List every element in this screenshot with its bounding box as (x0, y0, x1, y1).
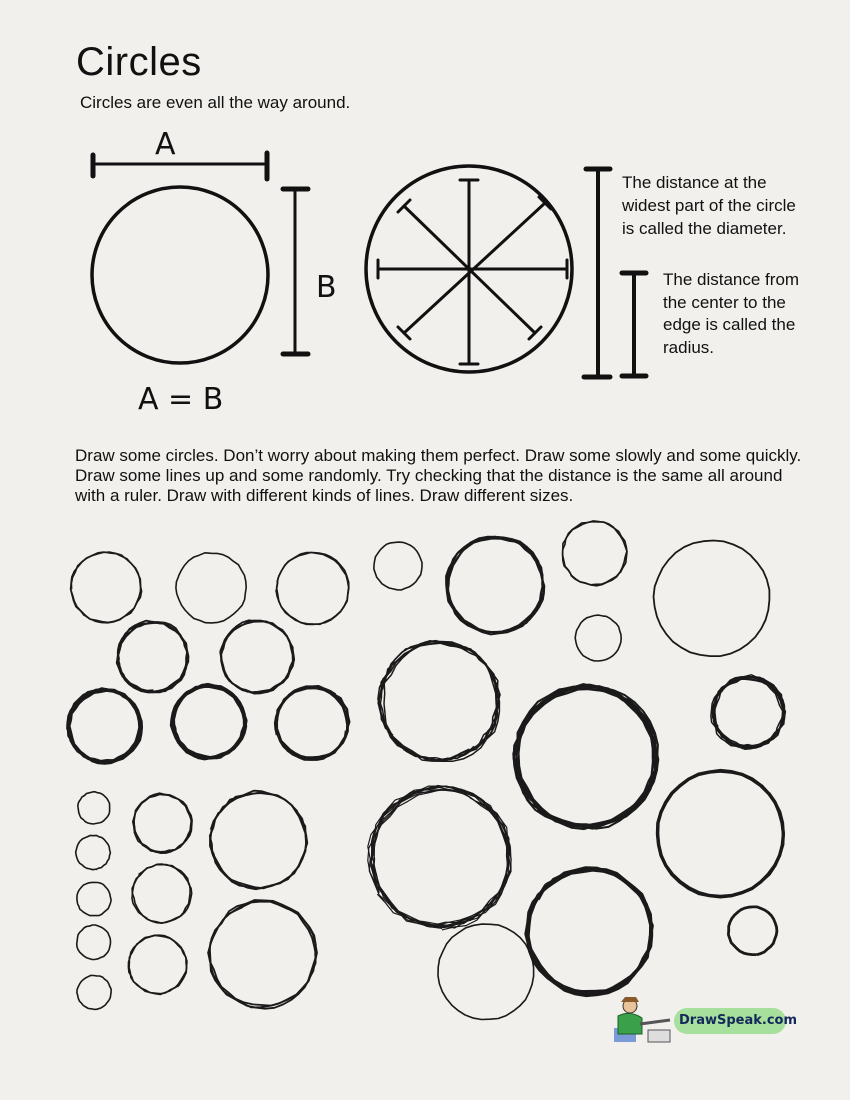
practice-circle-stroke (77, 975, 111, 1009)
practice-circle-stroke (68, 690, 140, 762)
practice-circle-stroke (438, 924, 534, 1019)
equation-a-equals-b: A = B (138, 382, 224, 417)
label-b: B (316, 270, 337, 305)
practice-circle-stroke (128, 935, 187, 994)
artist-icon (612, 994, 682, 1044)
practice-circle-stroke (132, 864, 191, 923)
practice-circle-stroke (76, 835, 111, 869)
diagram-radius (366, 166, 646, 377)
practice-circle-stroke (173, 685, 246, 758)
practice-circle-stroke (728, 907, 777, 955)
diameter-note: The distance at the widest part of the circle is called the diameter. (622, 173, 796, 238)
practice-circle-stroke (77, 882, 111, 915)
practice-circle-stroke (276, 688, 348, 759)
practice-circle-stroke (176, 553, 246, 623)
practice-circles (68, 521, 786, 1020)
practice-circle-stroke (71, 552, 141, 623)
practice-circle-stroke (133, 794, 192, 853)
radius-note: The distance from the center to the edge is called the radius. (663, 270, 800, 357)
practice-circle-stroke (78, 792, 110, 824)
page-title: Circles (76, 40, 202, 84)
practice-circle-stroke (526, 868, 652, 994)
diagram-diameter-comparison (92, 127, 337, 417)
example-circle (92, 187, 268, 363)
practice-circle-stroke (446, 537, 543, 632)
practice-circle-stroke (658, 771, 784, 897)
practice-circle-stroke (77, 925, 111, 960)
instructions-text: Draw some circles. Don’t worry about making them perfect. Draw some slowly and some quickly. Draw some lines up and some randomly. Try checking that the distance is the same all around with a ruler. Draw with different kinds of lines. Draw different sizes. (75, 446, 802, 505)
practice-circle-stroke (210, 900, 316, 1006)
practice-circle-stroke (575, 615, 621, 661)
practice-circle-stroke (654, 541, 770, 657)
label-a: A (155, 127, 176, 162)
drawspeak-logo (612, 994, 798, 1044)
page-subtitle: Circles are even all the way around. (80, 93, 351, 112)
practice-circle-stroke (374, 542, 422, 590)
practice-circle-stroke (277, 553, 349, 625)
logo-text: DrawSpeak.com (679, 1013, 798, 1028)
practice-circle-stroke (221, 621, 294, 694)
